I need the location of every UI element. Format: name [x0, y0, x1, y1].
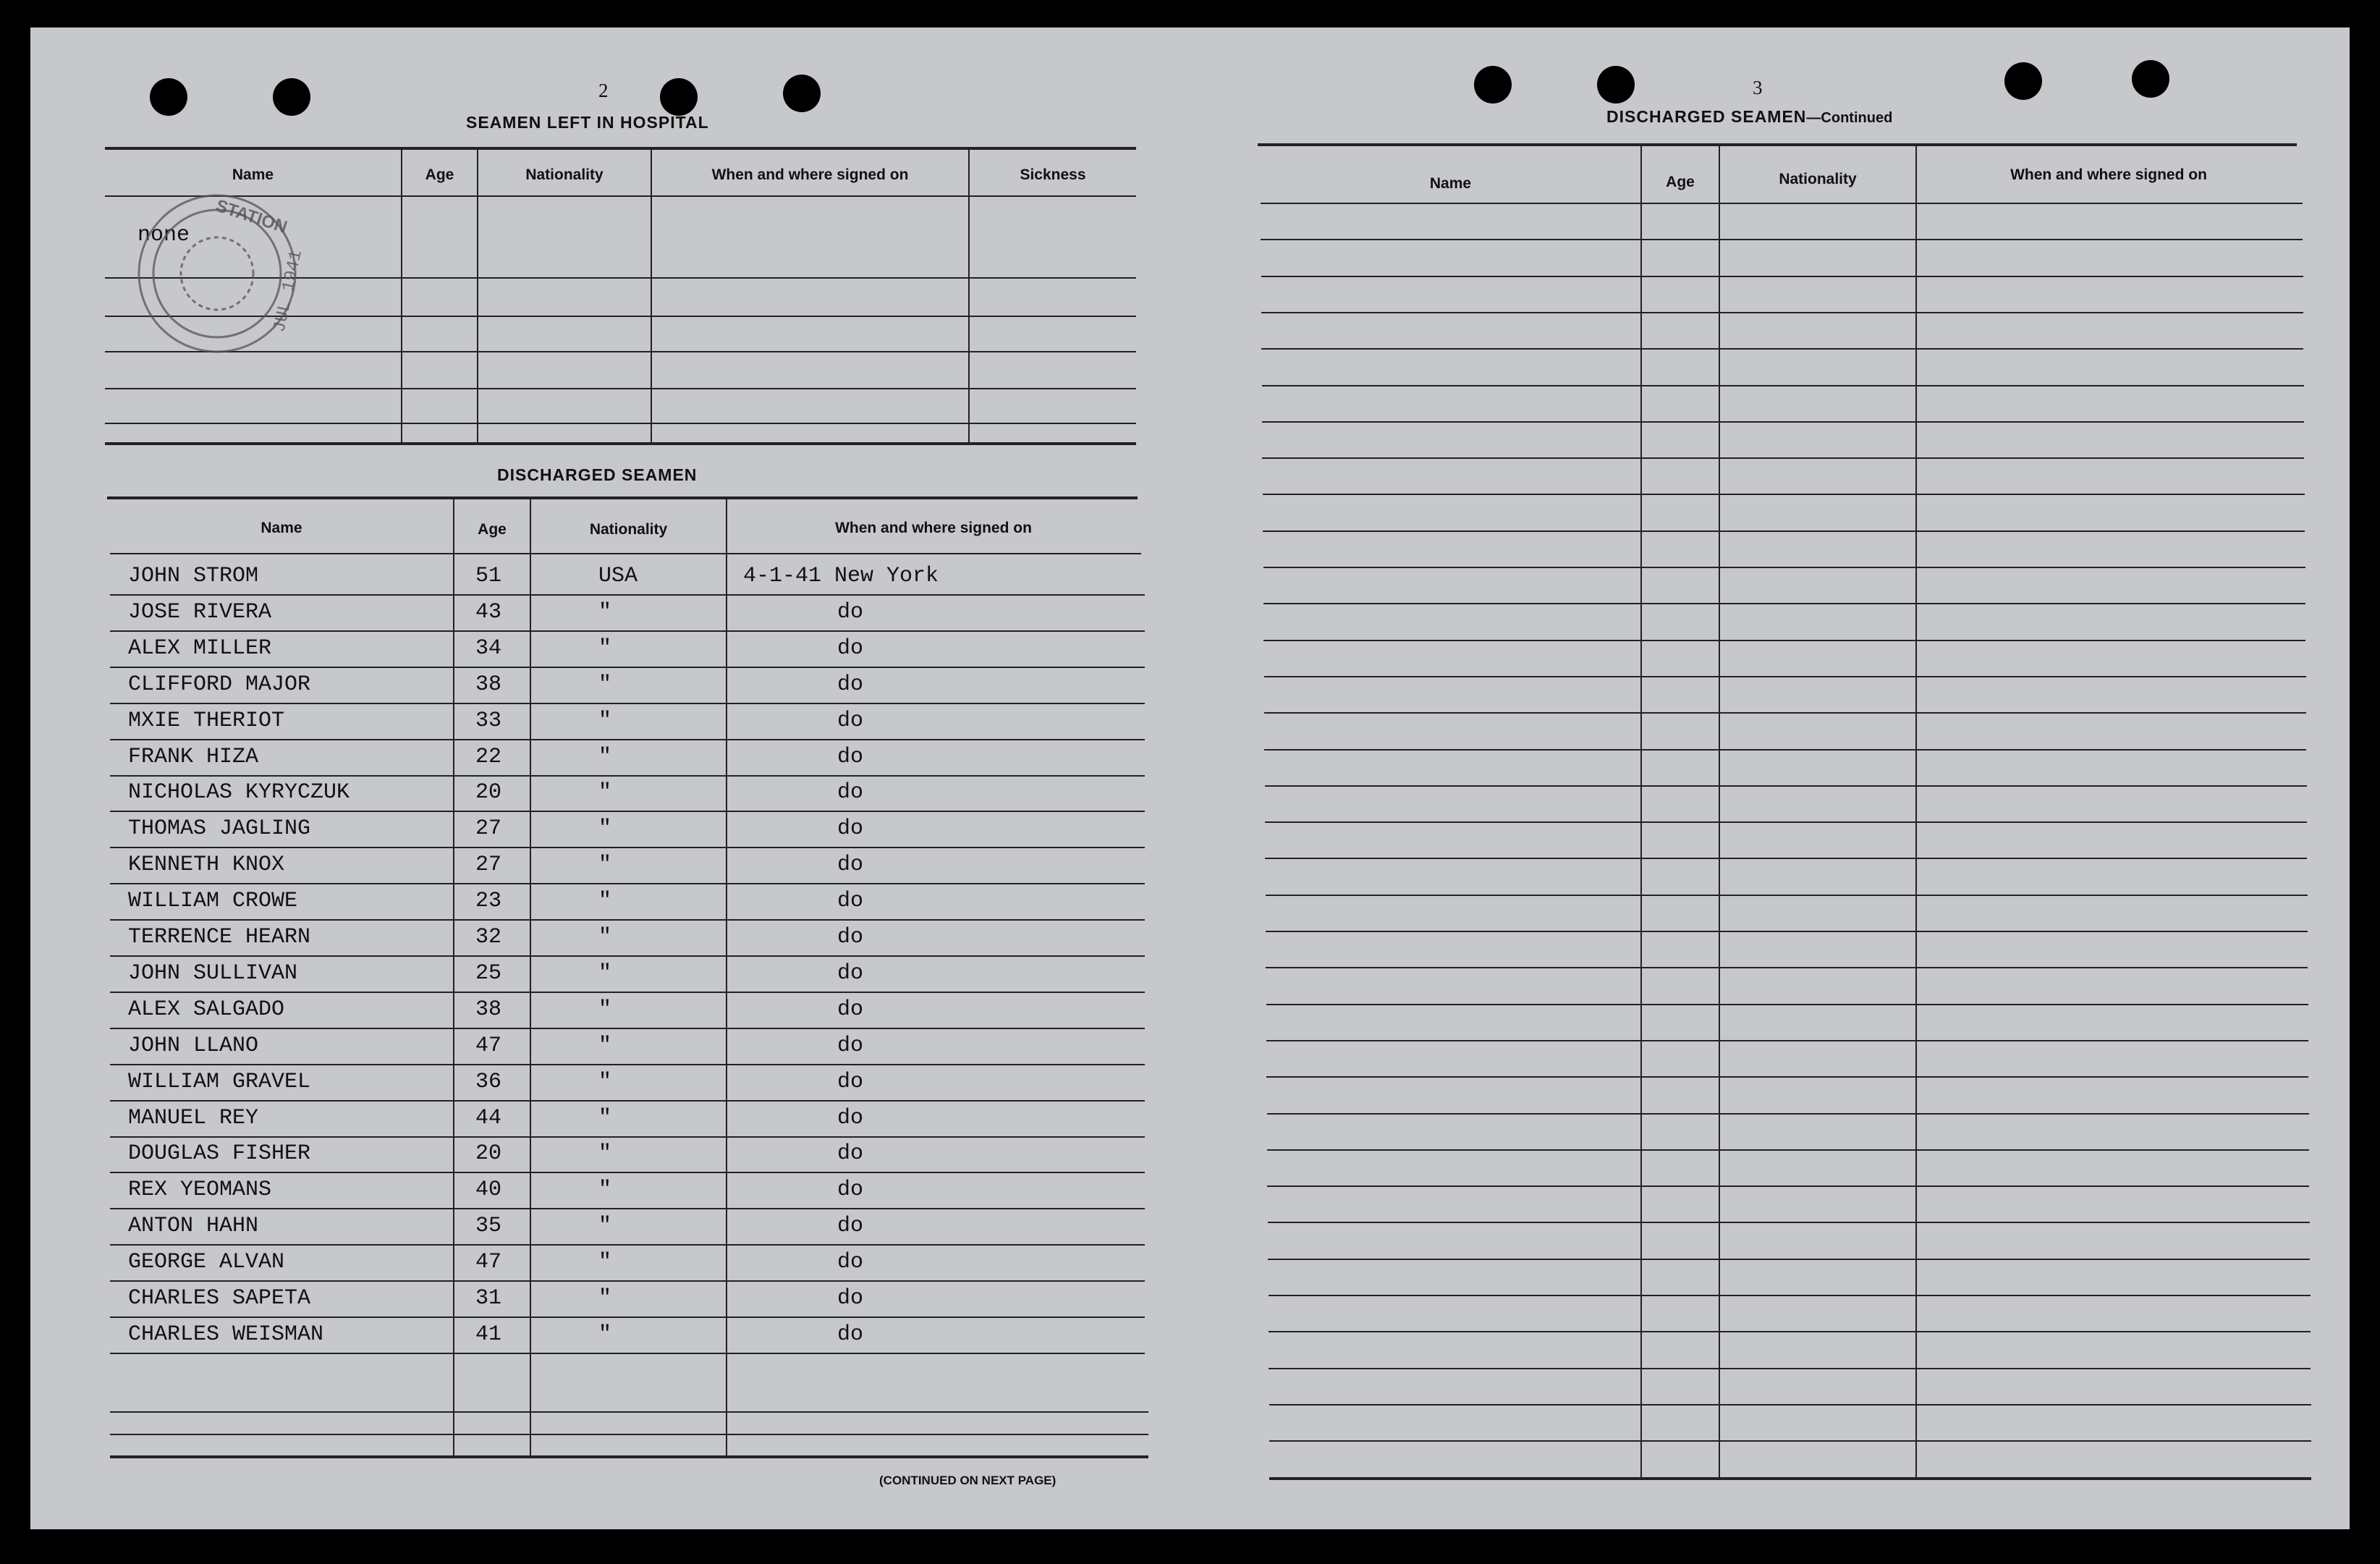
- cell-nationality: ": [598, 780, 612, 805]
- cell-signed-on: do: [837, 961, 864, 986]
- table-rule: [1266, 1076, 2308, 1078]
- cell-name: JOSE RIVERA: [128, 600, 272, 625]
- cell-age: 27: [475, 853, 502, 877]
- table-rule: [107, 496, 1138, 499]
- table-rule: [105, 388, 1136, 389]
- cell-signed-on: do: [837, 816, 864, 841]
- cell-name: DOUGLAS FISHER: [128, 1141, 311, 1166]
- cell-age: 35: [475, 1214, 502, 1238]
- cell-signed-on: do: [837, 1070, 864, 1094]
- table-rule: [110, 594, 1145, 596]
- cell-nationality: ": [598, 636, 612, 661]
- table-rule: [1265, 858, 2307, 859]
- table-rule: [110, 739, 1145, 740]
- column-divider: [477, 148, 478, 442]
- table-rule: [1269, 1404, 2311, 1406]
- page-number-right: 3: [1753, 77, 1763, 98]
- table-rule: [110, 811, 1145, 812]
- table-rule: [110, 703, 1145, 704]
- cell-nationality: ": [598, 600, 612, 625]
- cell-age: 34: [475, 636, 502, 661]
- table-rule: [110, 1244, 1145, 1246]
- cell-signed-on: do: [837, 672, 864, 697]
- cell-nationality: ": [598, 1033, 612, 1058]
- station-stamp-icon: [116, 179, 347, 375]
- table-rule: [1261, 276, 2303, 277]
- table-rule: [110, 1434, 1148, 1435]
- cell-age: 23: [475, 889, 502, 913]
- col-header-sickness: Sickness: [1020, 166, 1086, 183]
- cell-age: 22: [475, 745, 502, 769]
- table-rule: [1269, 1295, 2311, 1296]
- table-rule: [1267, 1149, 2309, 1151]
- cell-name: REX YEOMANS: [128, 1178, 272, 1202]
- cell-signed-on: do: [837, 925, 864, 950]
- cell-age: 43: [475, 600, 502, 625]
- cell-nationality: ": [598, 1286, 612, 1311]
- table-rule: [110, 667, 1145, 668]
- punch-hole: [1474, 66, 1512, 103]
- cell-nationality: ": [598, 1178, 612, 1202]
- continued-title-suffix: —Continued: [1806, 110, 1893, 126]
- col-header-signed-on: When and where signed on: [2010, 166, 2207, 183]
- table-rule: [1262, 385, 2304, 386]
- cell-nationality: ": [598, 889, 612, 913]
- punch-hole: [1597, 66, 1635, 103]
- cell-signed-on: do: [837, 600, 864, 625]
- cell-signed-on: do: [837, 1250, 864, 1275]
- punch-hole: [2004, 62, 2042, 100]
- col-header-signed-on: When and where signed on: [711, 166, 909, 183]
- cell-signed-on: do: [837, 1033, 864, 1058]
- table-rule: [110, 919, 1145, 921]
- cell-nationality: ": [598, 997, 612, 1022]
- cell-signed-on: do: [837, 780, 864, 805]
- continued-note: (CONTINUED ON NEXT PAGE): [879, 1474, 1056, 1487]
- cell-nationality: ": [598, 672, 612, 697]
- table-rule: [1258, 143, 2297, 146]
- cell-age: 41: [475, 1322, 502, 1347]
- cell-name: NICHOLAS KYRYCZUK: [128, 780, 350, 805]
- table-rule: [1266, 895, 2308, 896]
- table-rule: [110, 1028, 1145, 1029]
- cell-age: 38: [475, 997, 502, 1022]
- cell-nationality: ": [598, 853, 612, 877]
- table-rule: [1263, 603, 2305, 604]
- table-rule: [110, 1172, 1145, 1173]
- cell-signed-on: do: [837, 1141, 864, 1166]
- cell-signed-on: do: [837, 889, 864, 913]
- cell-signed-on: do: [837, 709, 864, 733]
- table-rule: [110, 1411, 1148, 1413]
- column-divider: [453, 498, 454, 1457]
- table-rule: [1268, 1222, 2310, 1223]
- table-rule: [110, 1136, 1145, 1138]
- cell-age: 44: [475, 1106, 502, 1130]
- cell-signed-on: do: [837, 1286, 864, 1311]
- cell-age: 31: [475, 1286, 502, 1311]
- table-rule: [1269, 1440, 2311, 1442]
- hospital-entry: none: [137, 223, 190, 248]
- cell-signed-on: do: [837, 1322, 864, 1347]
- cell-nationality: ": [598, 816, 612, 841]
- cell-nationality: ": [598, 745, 612, 769]
- table-rule: [110, 1280, 1145, 1282]
- col-header-name: Name: [232, 166, 274, 183]
- col-header-age: Age: [425, 166, 454, 183]
- table-rule: [105, 442, 1136, 445]
- cell-signed-on: 4-1-41 New York: [743, 564, 939, 588]
- cell-name: ALEX MILLER: [128, 636, 272, 661]
- table-rule: [1267, 1113, 2309, 1115]
- table-rule: [105, 147, 1136, 150]
- cell-nationality: ": [598, 1106, 612, 1130]
- cell-age: 40: [475, 1178, 502, 1202]
- continued-section-title: [1606, 107, 1892, 127]
- cell-signed-on: do: [837, 853, 864, 877]
- cell-nationality: ": [598, 1214, 612, 1238]
- cell-name: GEORGE ALVAN: [128, 1250, 285, 1275]
- table-rule: [1264, 676, 2306, 677]
- table-rule: [110, 630, 1145, 632]
- continued-title-main: DISCHARGED SEAMEN: [1606, 107, 1807, 126]
- punch-hole: [273, 78, 310, 116]
- table-rule: [110, 1208, 1145, 1209]
- cell-age: 47: [475, 1033, 502, 1058]
- table-rule: [105, 423, 1136, 424]
- cell-name: CLIFFORD MAJOR: [128, 672, 311, 697]
- stamp-text: STATION: [213, 195, 290, 237]
- table-rule: [110, 553, 1141, 554]
- cell-nationality: ": [598, 1250, 612, 1275]
- table-rule: [110, 955, 1145, 957]
- table-rule: [1265, 785, 2307, 787]
- stamp-date: JUL 1941: [270, 248, 307, 334]
- col-header-age: Age: [1666, 174, 1695, 190]
- table-rule: [1267, 1185, 2309, 1187]
- column-divider: [968, 148, 970, 442]
- cell-name: JOHN STROM: [128, 564, 259, 588]
- cell-age: 47: [475, 1250, 502, 1275]
- column-divider: [1719, 145, 1720, 1479]
- table-rule: [110, 1455, 1148, 1458]
- table-rule: [1266, 1040, 2308, 1041]
- cell-age: 20: [475, 1141, 502, 1166]
- discharged-section-title: DISCHARGED SEAMEN: [497, 465, 698, 484]
- col-header-name: Name: [261, 520, 302, 536]
- col-header-signed-on: When and where signed on: [835, 520, 1032, 536]
- cell-nationality: ": [598, 1070, 612, 1094]
- table-rule: [110, 992, 1145, 993]
- table-rule: [110, 1353, 1145, 1354]
- cell-name: ALEX SALGADO: [128, 997, 285, 1022]
- cell-name: ANTON HAHN: [128, 1214, 259, 1238]
- table-rule: [1266, 931, 2308, 932]
- cell-name: FRANK HIZA: [128, 745, 259, 769]
- table-rule: [1263, 567, 2305, 568]
- column-divider: [1915, 145, 1917, 1479]
- cell-nationality: ": [598, 1322, 612, 1347]
- table-rule: [1261, 348, 2303, 350]
- cell-age: 33: [475, 709, 502, 733]
- cell-age: 20: [475, 780, 502, 805]
- table-rule: [1261, 239, 2303, 240]
- table-rule: [1269, 1368, 2311, 1369]
- column-divider: [651, 148, 652, 442]
- cell-age: 32: [475, 925, 502, 950]
- cell-age: 51: [475, 564, 502, 588]
- cell-signed-on: do: [837, 636, 864, 661]
- column-divider: [401, 148, 402, 442]
- cell-name: KENNETH KNOX: [128, 853, 285, 877]
- col-header-name: Name: [1429, 175, 1472, 192]
- page-number-left: 2: [598, 80, 609, 101]
- col-header-nationality: Nationality: [525, 166, 604, 183]
- table-rule: [1262, 421, 2304, 423]
- cell-nationality: ": [598, 925, 612, 950]
- punch-hole: [783, 75, 821, 112]
- table-rule: [110, 1316, 1145, 1318]
- table-rule: [1264, 712, 2306, 714]
- table-rule: [1263, 640, 2305, 641]
- col-header-age: Age: [478, 521, 507, 538]
- cell-signed-on: do: [837, 997, 864, 1022]
- cell-age: 36: [475, 1070, 502, 1094]
- table-rule: [1266, 967, 2308, 968]
- cell-name: TERRENCE HEARN: [128, 925, 311, 950]
- cell-name: JOHN SULLIVAN: [128, 961, 298, 986]
- cell-name: MXIE THERIOT: [128, 709, 285, 733]
- table-rule: [1269, 1331, 2311, 1332]
- table-rule: [1263, 494, 2305, 495]
- cell-age: 25: [475, 961, 502, 986]
- table-rule: [110, 1100, 1145, 1102]
- table-rule: [1263, 531, 2305, 532]
- cell-signed-on: do: [837, 1106, 864, 1130]
- cell-nationality: ": [598, 961, 612, 986]
- cell-nationality: ": [598, 709, 612, 733]
- col-header-nationality: Nationality: [1779, 171, 1857, 187]
- cell-name: WILLIAM GRAVEL: [128, 1070, 311, 1094]
- column-divider: [1640, 145, 1642, 1479]
- table-rule: [1264, 749, 2306, 751]
- punch-hole: [660, 78, 698, 116]
- cell-age: 38: [475, 672, 502, 697]
- column-divider: [530, 498, 531, 1457]
- cell-signed-on: do: [837, 745, 864, 769]
- table-rule: [1268, 1259, 2310, 1260]
- cell-name: MANUEL REY: [128, 1106, 259, 1130]
- punch-hole: [150, 78, 187, 116]
- hospital-section-title: SEAMEN LEFT IN HOSPITAL: [466, 113, 709, 132]
- cell-name: JOHN LLANO: [128, 1033, 259, 1058]
- table-rule: [1261, 312, 2303, 313]
- table-rule: [110, 847, 1145, 848]
- table-rule: [1261, 203, 2303, 204]
- cell-nationality: USA: [598, 564, 638, 588]
- cell-signed-on: do: [837, 1214, 864, 1238]
- punch-hole: [2132, 60, 2169, 98]
- cell-nationality: ": [598, 1141, 612, 1166]
- cell-name: THOMAS JAGLING: [128, 816, 311, 841]
- cell-name: CHARLES WEISMAN: [128, 1322, 324, 1347]
- cell-name: CHARLES SAPETA: [128, 1286, 311, 1311]
- cell-name: WILLIAM CROWE: [128, 889, 298, 913]
- col-header-nationality: Nationality: [589, 521, 668, 538]
- table-rule: [1262, 457, 2304, 459]
- cell-signed-on: do: [837, 1178, 864, 1202]
- table-rule: [1269, 1477, 2311, 1480]
- table-rule: [1266, 1004, 2308, 1005]
- column-divider: [726, 498, 727, 1457]
- table-rule: [110, 883, 1145, 884]
- table-rule: [110, 775, 1145, 777]
- table-rule: [1265, 821, 2307, 823]
- cell-age: 27: [475, 816, 502, 841]
- document-sheet: [30, 28, 2350, 1529]
- table-rule: [110, 1064, 1145, 1065]
